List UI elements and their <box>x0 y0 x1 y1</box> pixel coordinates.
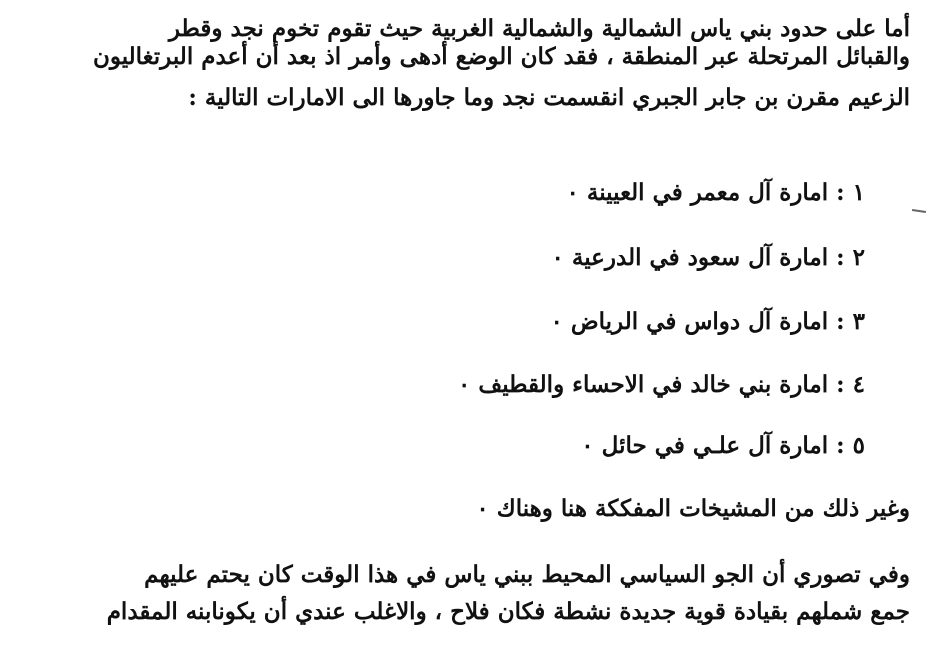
paragraph-1-line-1: أما على حدود بني ياس الشمالية والشمالية الغربية حيث تقوم تخوم نجد وقطر <box>168 15 910 42</box>
paragraph-1-line-2: والقبائل المرتحلة عبر المنطقة ، فقد كان الوضع أدهى وأمر اذ بعد أن أعدم البرتغاليون <box>92 43 910 70</box>
list-item-2: ٢ : امارة آل سعود في الدرعية ٠ <box>551 244 865 271</box>
paragraph-2-line-1: وفي تصوري أن الجو السياسي المحيط ببني ياس في هذا الوقت كان يحتم عليهم <box>144 561 910 588</box>
paragraph-2-line-2: جمع شملهم بقيادة قوية جديدة نشطة فكان فلاح ، والاغلب عندي أن يكونابنه المقدام <box>106 598 910 625</box>
list-item-3: ٣ : امارة آل دواس في الرياض ٠ <box>550 308 865 335</box>
list-item-1: ١ : امارة آل معمر في العيينة ٠ <box>566 179 865 206</box>
list-item-5: ٥ : امارة آل علـي في حائل ٠ <box>581 432 865 459</box>
list-item-4: ٤ : امارة بني خالد في الاحساء والقطيف ٠ <box>458 371 865 398</box>
scan-speck <box>912 209 926 213</box>
paragraph-1-line-3: الزعيم مقرن بن جابر الجبري انقسمت نجد وما جاورها الى الامارات التالية : <box>188 84 910 111</box>
closing-line: وغير ذلك من المشيخات المفككة هنا وهناك ٠ <box>476 495 910 522</box>
